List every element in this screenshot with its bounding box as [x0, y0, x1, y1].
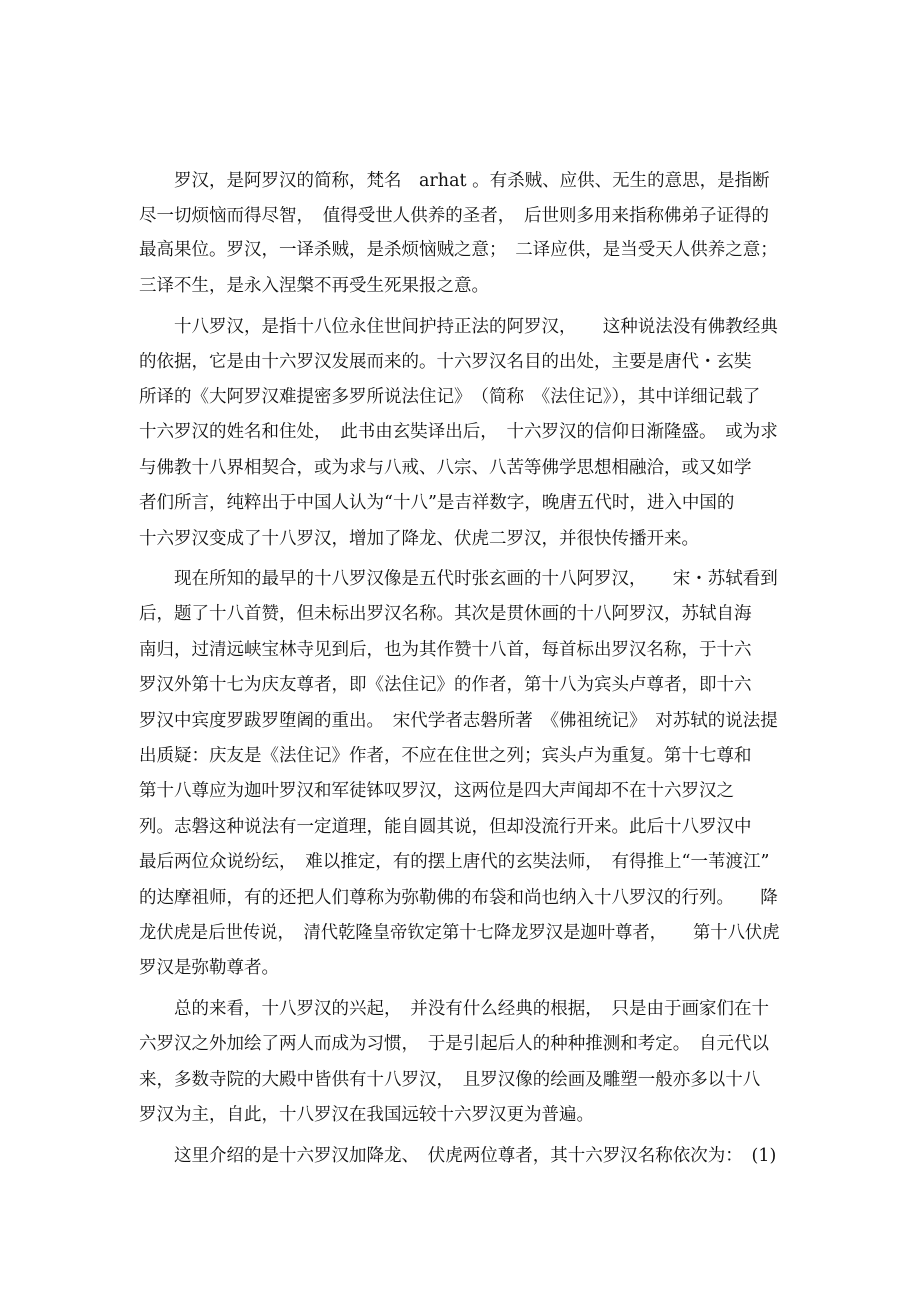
text-line: 列。志磐这种说法有一定道理，能自圆其说，但却没流行开来。此后十八罗汉中	[139, 817, 752, 837]
text-line: 罗汉为主，自此，十八罗汉在我国远较十六罗汉更为普遍。	[139, 1105, 594, 1125]
text-line: 第十八尊应为迦叶罗汉和军徒钵叹罗汉，这两位是四大声闻却不在十六罗汉之	[139, 781, 734, 801]
text-line: 龙伏虎是后世传说， 清代乾隆皇帝钦定第十七降龙罗汉是迦叶尊者， 第十八伏虎	[139, 923, 780, 943]
text-line: 罗汉，是阿罗汉的简称，梵名 arhat 。有杀贼、应供、无生的意思，是指断	[139, 171, 770, 191]
text-line: 尽一切烦恼而得尽智， 值得受世人供养的圣者， 后世则多用来指称佛弟子证得的	[139, 206, 769, 226]
text-line: 后，题了十八首赞，但未标出罗汉名称。其次是贯休画的十八阿罗汉，苏轼自海	[139, 604, 752, 624]
text-line: 罗汉中宾度罗跋罗堕阇的重出。 宋代学者志磐所著 《佛祖统记》 对苏轼的说法提	[139, 711, 778, 731]
text-line: 的达摩祖师，有的还把人们尊称为弥勒佛的布袋和尚也纳入十八罗汉的行列。 降	[139, 888, 778, 908]
text-line: 罗汉是弥勒尊者。	[139, 958, 279, 978]
text-line: 现在所知的最早的十八罗汉像是五代时张玄画的十八阿罗汉， 宋・苏轼看到	[139, 569, 778, 589]
text-line: 南归，过清远峡宝林寺见到后，也为其作赞十八首，每首标出罗汉名称，于十六	[139, 640, 752, 660]
text-line: 总的来看，十八罗汉的兴起， 并没有什么经典的根据， 只是由于画家们在十	[139, 999, 769, 1019]
text-line: 三译不生，是永入涅槃不再受生死果报之意。	[139, 276, 489, 296]
text-line: 最后两位众说纷纭， 难以推定，有的摆上唐代的玄奘法师， 有得推上“一苇渡江”	[139, 852, 770, 872]
text-line: 罗汉外第十七为庆友尊者，即《法住记》的作者，第十八为宾头卢尊者，即十六	[139, 675, 752, 695]
text-line: 的依据，它是由十六罗汉发展而来的。十六罗汉名目的出处，主要是唐代・玄奘	[139, 352, 752, 372]
text-line: 所译的《大阿罗汉难提密多罗所说法住记》 （简称 《法住记》），其中详细记载了	[139, 387, 761, 407]
text-line: 十六罗汉变成了十八罗汉，增加了降龙、伏虎二罗汉，并很快传播开来。	[139, 529, 699, 549]
text-line: 十八罗汉，是指十八位永住世间护持正法的阿罗汉， 这种说法没有佛教经典	[139, 317, 778, 337]
text-line: 六罗汉之外加绘了两人而成为习惯， 于是引起后人的种种推测和考定。 自元代以	[139, 1034, 769, 1054]
text-line: 十六罗汉的姓名和住处， 此书由玄奘译出后， 十六罗汉的信仰日渐隆盛。 或为求	[139, 422, 778, 442]
text-line: 与佛教十八界相契合，或为求与八戒、八宗、八苦等佛学思想相融洽，或又如学	[139, 458, 752, 478]
text-line: 这里介绍的是十六罗汉加降龙、 伏虎两位尊者，其十六罗汉名称依次为： (1)	[139, 1146, 777, 1166]
text-line: 者们所言，纯粹出于中国人认为“十八”是吉祥数字，晚唐五代时，进入中国的	[139, 493, 735, 513]
text-line: 来，多数寺院的大殿中皆供有十八罗汉， 且罗汉像的绘画及雕塑一般亦多以十八	[139, 1070, 761, 1090]
text-line: 出质疑：庆友是《法住记》作者，不应在住世之列；宾头卢为重复。第十七尊和	[139, 746, 752, 766]
text-line: 最高果位。罗汉，一译杀贼，是杀烦恼贼之意； 二译应供，是当受天人供养之意；	[139, 240, 778, 260]
